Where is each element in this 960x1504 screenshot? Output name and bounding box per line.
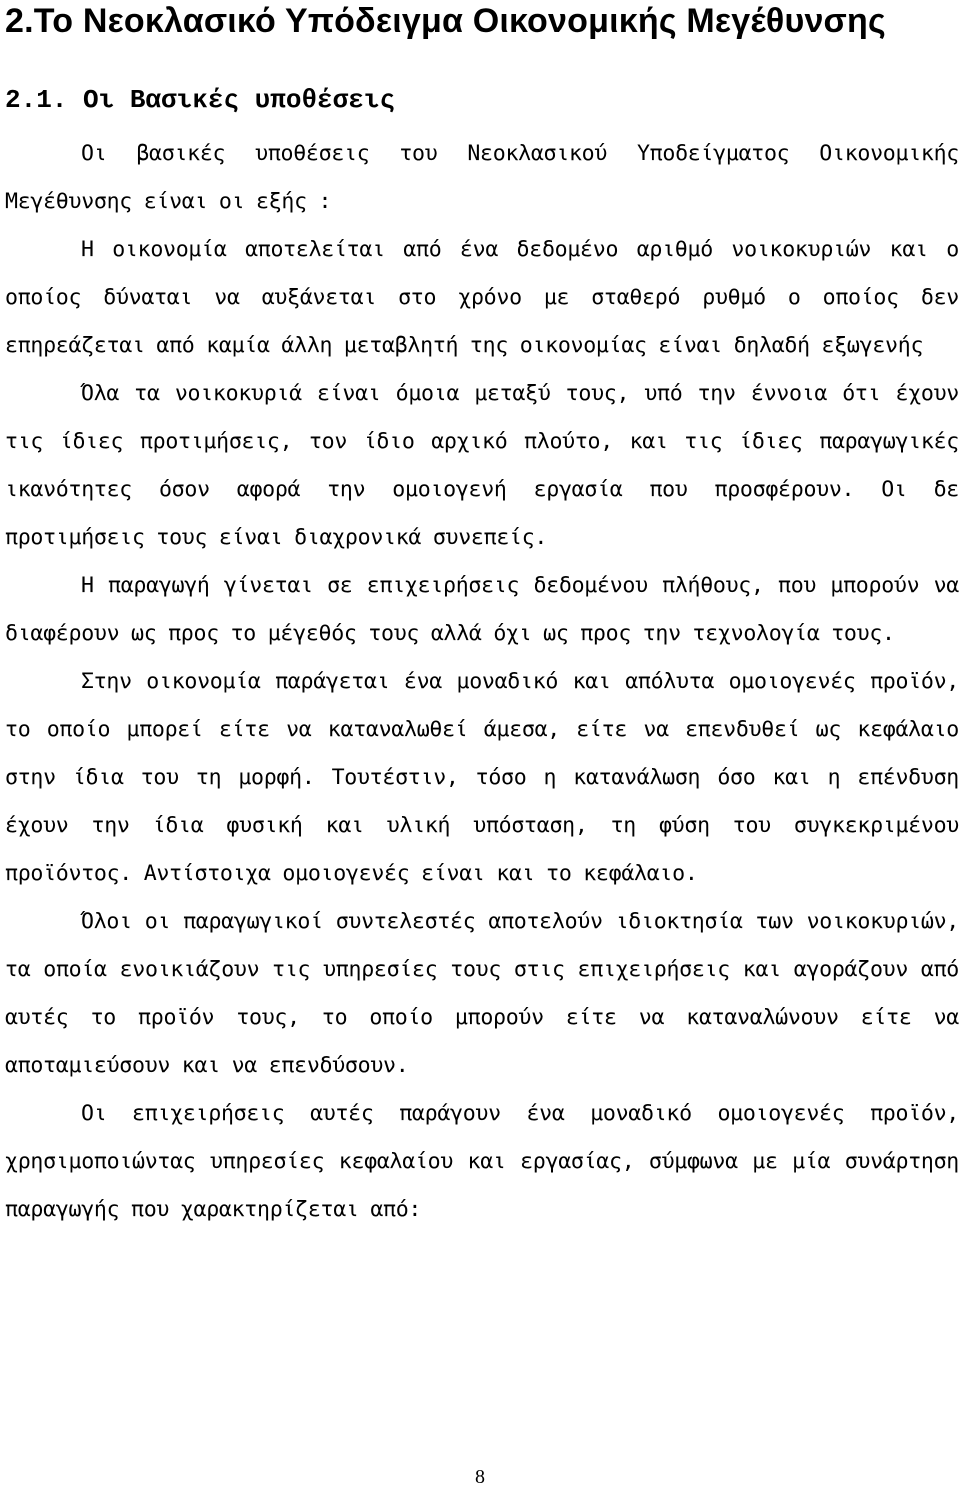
paragraph: Οι βασικές υποθέσεις του Νεοκλασικού Υποδείγματος Οικονομικής Μεγέθυνσης είναι οι εξής :: [5, 141, 959, 214]
page-number: 8: [475, 1466, 485, 1488]
paragraph: Η οικονομία αποτελείται από ένα δεδομένο αριθμό νοικοκυριών και ο οποίος δύναται να αυξάνεται στο χρόνο με σταθερό ρυθμό ο οποίος δεν επηρεάζεται από καμία άλλη μεταβλητή της οικονομίας είναι δηλαδή εξωγενής: [5, 237, 959, 358]
paragraph: Στην οικονομία παράγεται ένα μοναδικό και απόλυτα ομοιογενές προϊόν, το οποίο μπορεί είτε να καταναλωθεί άμεσα, είτε να επενδυθεί ως κεφάλαιο στην ίδια του τη μορφή. Τουτέστιν, τόσο η κατανάλωση όσο και η επένδυση έχουν την ίδια φυσική και υλική υπόσταση, τη φύση του συγκεκριμένου προϊόντος. Αντίστοιχα ομοιογενές είναι και το κεφάλαιο.: [5, 669, 959, 886]
document-page: [5, 0, 959, 1234]
section-heading: 2.1. Οι Βασικές υποθέσεις: [5, 85, 396, 115]
paragraph: Η παραγωγή γίνεται σε επιχειρήσεις δεδομένου πλήθους, που μπορούν να διαφέρουν ως προς το μέγεθός τους αλλά όχι ως προς την τεχνολογία τους.: [5, 573, 959, 646]
paragraph: Οι επιχειρήσεις αυτές παράγουν ένα μοναδικό ομοιογενές προϊόν, χρησιμοποιώντας υπηρεσίες κεφαλαίου και εργασίας, σύμφωνα με μία συνάρτηση παραγωγής που χαρακτηρίζεται από:: [5, 1101, 959, 1222]
chapter-title: 2.Το Νεοκλασικό Υπόδειγμα Οικονομικής Μεγέθυνσης: [5, 2, 886, 40]
paragraph: Όλοι οι παραγωγικοί συντελεστές αποτελούν ιδιοκτησία των νοικοκυριών, τα οποία ενοικιάζουν τις υπηρεσίες τους στις επιχειρήσεις και αγοράζουν από αυτές το προϊόν τους, το οποίο μπορούν είτε να καταναλώνουν είτε να αποταμιεύσουν και να επενδύσουν.: [5, 909, 959, 1078]
paragraph: Όλα τα νοικοκυριά είναι όμοια μεταξύ τους, υπό την έννοια ότι έχουν τις ίδιες προτιμήσεις, τον ίδιο αρχικό πλούτο, και τις ίδιες παραγωγικές ικανότητες όσον αφορά την ομοιογενή εργασία που προσφέρουν. Οι δε προτιμήσεις τους είναι διαχρονικά συνεπείς.: [5, 381, 959, 550]
